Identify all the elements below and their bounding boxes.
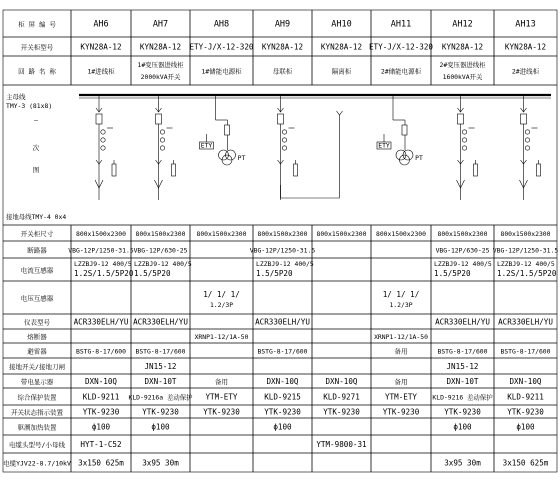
ah11-pt-cabinet xyxy=(377,95,423,165)
meter-model: ACR330ELH/YU xyxy=(133,317,188,327)
cabinet-number: AH9 xyxy=(274,19,291,30)
meter-model: ACR330ELH/YU xyxy=(435,317,490,327)
cabinet-dimensions: 800x1500x2300 xyxy=(75,230,127,238)
cabinet-model: KYN28A-12 xyxy=(261,42,304,52)
table-cells xyxy=(68,20,558,468)
arrester-icon xyxy=(112,164,116,176)
chevron-down-icon xyxy=(337,111,343,115)
ah12-feeder xyxy=(457,95,478,200)
cabinet-model: ETY-J/X-12-320 xyxy=(368,42,434,52)
loop-name-line-1: 2#变压器进线柜 xyxy=(439,61,486,69)
cable-spec: 3x150 625m xyxy=(502,458,549,468)
ct-icon xyxy=(101,130,105,134)
grounding-switch-model: JN15-12 xyxy=(144,362,177,371)
live-indicator-model: 备用 xyxy=(215,378,228,386)
ct-class: 1.5/5P20 xyxy=(434,269,471,278)
cabinet-number: AH10 xyxy=(331,19,352,30)
row-label-fuse: 熔断器 xyxy=(27,333,47,341)
ct-icon xyxy=(525,130,529,134)
cabinet-dimensions: 800x1500x2300 xyxy=(500,230,551,238)
vt-cell-left-class: 1.2/3P xyxy=(209,301,234,309)
cable-spec: 3x95 30m xyxy=(444,458,481,468)
ct-icon xyxy=(462,130,466,134)
ah8-pt-cabinet xyxy=(200,95,246,165)
cabinet-dimensions: 800x1500x2300 xyxy=(135,230,186,238)
relay-model: YTM-ETY xyxy=(384,392,418,402)
vt-cell-right-ratio: 1/ 1/ 1/ xyxy=(382,290,420,299)
grounding-switch-model: JN15-12 xyxy=(446,362,479,371)
cabinet-dimensions: 800x1500x2300 xyxy=(257,230,308,238)
meter-model: ACR330ELH/YU xyxy=(498,317,553,327)
loop-name: 1#储能电源柜 xyxy=(201,67,242,76)
arrester-model: BSTG-8-17/600 xyxy=(257,347,308,356)
live-indicator-model: DXN-10Q xyxy=(325,377,358,386)
loop-name: 1#进线柜 xyxy=(87,67,115,76)
loop-name: 2#进线柜 xyxy=(511,67,540,76)
row-label-voltage-transformer: 电压互感器 xyxy=(20,294,54,303)
arrester-model: BSTG-8-17/600 xyxy=(500,347,551,356)
breaker-model: VBG-12P/1250-31.5 xyxy=(249,246,316,255)
breaker-icon xyxy=(156,114,162,124)
row-label-cabinet-no: 柜 屏 编 号 xyxy=(18,20,56,29)
live-indicator-model: DXN-10Q xyxy=(509,377,542,386)
ct-class: 1.2S/1.5/5P20 xyxy=(497,269,557,278)
state-indicator-model: YTK-9230 xyxy=(382,407,420,417)
relay-model: KLD-9216a 差动保护 xyxy=(128,393,193,402)
fuse-model: XRNP1-12/1A-50 xyxy=(374,333,428,341)
cabinet-model: ETY-J/X-12-320 xyxy=(189,42,254,52)
ct-icon xyxy=(282,146,286,150)
cabinet-dimensions: 800x1500x2300 xyxy=(316,230,367,238)
cabinet-model: KYN28A-12 xyxy=(504,42,547,52)
state-indicator-model: YTK-9230 xyxy=(444,407,481,417)
live-indicator-model: DXN-10T xyxy=(446,377,479,386)
ct-icon xyxy=(160,138,164,142)
live-indicator-model: DXN-10T xyxy=(144,377,177,386)
eta-box-label: ETY xyxy=(378,141,390,150)
arrester-icon xyxy=(474,164,478,176)
state-indicator-model: YTK-9230 xyxy=(142,407,179,417)
ct-class: 1.5/5P20 xyxy=(134,269,171,278)
ah13-feeder xyxy=(520,95,541,200)
ct-icon xyxy=(282,138,286,142)
row-label-circuit-breaker: 断路器 xyxy=(27,246,47,255)
row-label-relay-protection: 综合保护装置 xyxy=(17,393,57,402)
breaker-model: VBG-12P/1250-31.5 xyxy=(68,246,134,255)
cabinet-number: AH7 xyxy=(152,19,169,30)
small-bus-model: HYT-1-C52 xyxy=(80,440,122,449)
breaker-icon xyxy=(521,114,527,124)
loop-name: 2#储能电源柜 xyxy=(380,67,422,76)
arrester-icon xyxy=(294,164,298,176)
relay-model: KLD-9211 xyxy=(82,392,120,402)
cabinet-number: AH8 xyxy=(213,19,230,30)
row-label-dimensions: 开关柜尺寸 xyxy=(20,230,54,238)
ct-ratio: LZZBJ9-12 400/5 xyxy=(74,260,132,268)
loop-name: 母联柜 xyxy=(272,67,293,76)
ah9-feeder xyxy=(278,95,298,200)
arrester-icon xyxy=(537,164,541,176)
loop-name-line-2: 1600kVA开关 xyxy=(442,73,483,81)
ct-icon xyxy=(101,138,105,142)
ct-icon xyxy=(462,138,466,142)
row-label-cable: 电缆YJV22-8.7/10kV xyxy=(3,459,71,468)
arrester-model: 备用 xyxy=(394,347,408,356)
relay-model: KLD-9271 xyxy=(323,392,360,402)
arrester-model: BSTG-8-17/600 xyxy=(135,347,186,356)
single-line-diagram xyxy=(79,95,551,200)
pt-mark-label: PT xyxy=(415,154,423,162)
grounding-bus-label: 接地母线TMY-4 0x4 xyxy=(6,213,67,221)
row-label-grounding-switch: 接地开关/接地刀闸 xyxy=(9,363,65,371)
breaker-model: VBG-12P/1250-31.5 xyxy=(492,246,559,255)
arrester-model: BSTG-8-17/600 xyxy=(75,347,127,356)
bus-tie-link xyxy=(281,115,340,198)
row-label-small-bus: 电缆头型号/小母线 xyxy=(9,441,65,449)
loop-name-line-2: 2000kVA开关 xyxy=(140,73,181,81)
row-label-meter-type: 仪表型号 xyxy=(24,318,50,327)
state-indicator-model: YTK-9230 xyxy=(203,407,240,417)
heater-value: ϕ100 xyxy=(516,422,535,432)
row-label-loop-name: 回 路 名 称 xyxy=(18,67,56,76)
cabinet-number: AH11 xyxy=(390,19,412,30)
state-indicator-model: YTK-9230 xyxy=(82,407,120,417)
loop-name-line-1: 1#变压器进线柜 xyxy=(137,61,184,69)
ct-icon xyxy=(282,130,286,134)
breaker-icon xyxy=(278,114,284,124)
relay-model: YTM-ETY xyxy=(205,392,238,402)
heater-value: ϕ100 xyxy=(151,422,170,432)
breaker-model: VBG-12P/630-25 xyxy=(133,246,188,255)
fuse-icon xyxy=(402,125,407,135)
ct-icon xyxy=(462,146,466,150)
cable-spec: 3x150 625m xyxy=(78,458,124,468)
ct-class: 1.2S/1.5/5P20 xyxy=(74,269,134,278)
breaker-icon xyxy=(96,114,102,124)
arrester-model: BSTG-8-17/600 xyxy=(437,347,488,356)
meter-model: ACR330ELH/YU xyxy=(255,317,310,327)
cabinet-dimensions: 800x1500x2300 xyxy=(196,230,247,238)
ah6-feeder xyxy=(95,95,116,200)
cabinet-dimensions: 800x1500x2300 xyxy=(437,230,488,238)
row-label-cabinet-model: 开关柜型号 xyxy=(20,43,54,52)
main-bus-spec: TMY-3 (81x8) xyxy=(6,102,53,110)
cabinet-model: KYN28A-12 xyxy=(139,42,182,52)
main-bus-label: 主母线 xyxy=(6,93,26,101)
relay-model: KLD-9211 xyxy=(507,392,544,402)
primary-diagram-dash: — xyxy=(34,116,38,124)
cabinet-number: AH6 xyxy=(93,19,109,30)
row-label-switch-state-indicator: 开关状态指示装置 xyxy=(11,408,63,417)
meter-model: ACR330ELH/YU xyxy=(73,317,129,327)
vt-cell-right-class: 1.2/3P xyxy=(389,301,413,309)
ct-class: 1.5/5P20 xyxy=(256,269,293,278)
heater-value: ϕ100 xyxy=(453,422,472,432)
cabinet-model: KYN28A-12 xyxy=(80,42,122,52)
cabinet-number: AH13 xyxy=(515,19,536,30)
relay-model: KLD-9215 xyxy=(264,392,301,402)
live-indicator-model: 备用 xyxy=(394,378,408,386)
cabinet-model: KYN28A-12 xyxy=(441,42,484,52)
row-label-arrester: 避雷器 xyxy=(27,347,47,356)
live-indicator-model: DXN-10Q xyxy=(84,377,118,386)
heater-value: ϕ100 xyxy=(273,422,292,432)
ct-ratio: LZZBJ9-12 400/5 xyxy=(256,260,314,268)
fuse-model: XRNP1-12/1A-50 xyxy=(194,333,249,341)
small-bus-model: YTM-9800-31 xyxy=(316,440,367,449)
pt-mark-label: PT xyxy=(237,154,246,162)
ct-icon xyxy=(160,130,164,134)
breaker-icon xyxy=(458,114,464,124)
cable-spec: 3x95 30m xyxy=(142,458,179,468)
heater-value: ϕ100 xyxy=(91,422,111,432)
primary-diagram-label-2: 次 xyxy=(32,144,40,152)
relay-model: KLD-9216 差动保护 xyxy=(432,393,493,402)
live-indicator-model: DXN-10Q xyxy=(266,377,299,386)
ct-ratio: LZZBJ9-12 400/5 xyxy=(497,260,555,268)
ct-ratio: LZZBJ9-12 400/5 xyxy=(134,260,192,268)
cabinet-model: KYN28A-12 xyxy=(320,42,363,52)
state-indicator-model: YTK-9230 xyxy=(323,407,360,417)
ct-icon xyxy=(525,138,529,142)
vt-cell-left-ratio: 1/ 1/ 1/ xyxy=(203,290,240,299)
state-indicator-model: YTK-9230 xyxy=(507,407,544,417)
breaker-model: VBG-12P/630-25 xyxy=(435,246,490,255)
cabinet-number: AH12 xyxy=(452,19,473,30)
ct-icon xyxy=(160,146,164,150)
ct-ratio: LZZBJ9-12 400/5 xyxy=(434,260,492,268)
row-label-live-indicator: 带电显示器 xyxy=(20,378,54,386)
fuse-icon xyxy=(225,125,230,135)
row-label-heater: 驱潮加热装置 xyxy=(17,423,57,432)
arrester-icon xyxy=(172,164,176,176)
eta-box-label: ETY xyxy=(200,141,213,150)
row-labels xyxy=(3,20,71,468)
row-label-current-transformer: 电流互感器 xyxy=(20,266,54,275)
ah7-feeder xyxy=(155,95,176,200)
state-indicator-model: YTK-9230 xyxy=(264,407,301,417)
cabinet-dimensions: 800x1500x2300 xyxy=(375,230,427,238)
ct-icon xyxy=(525,146,529,150)
ct-icon xyxy=(101,146,105,150)
loop-name: 隔离柜 xyxy=(331,67,352,76)
primary-diagram-label-3: 图 xyxy=(32,166,40,174)
